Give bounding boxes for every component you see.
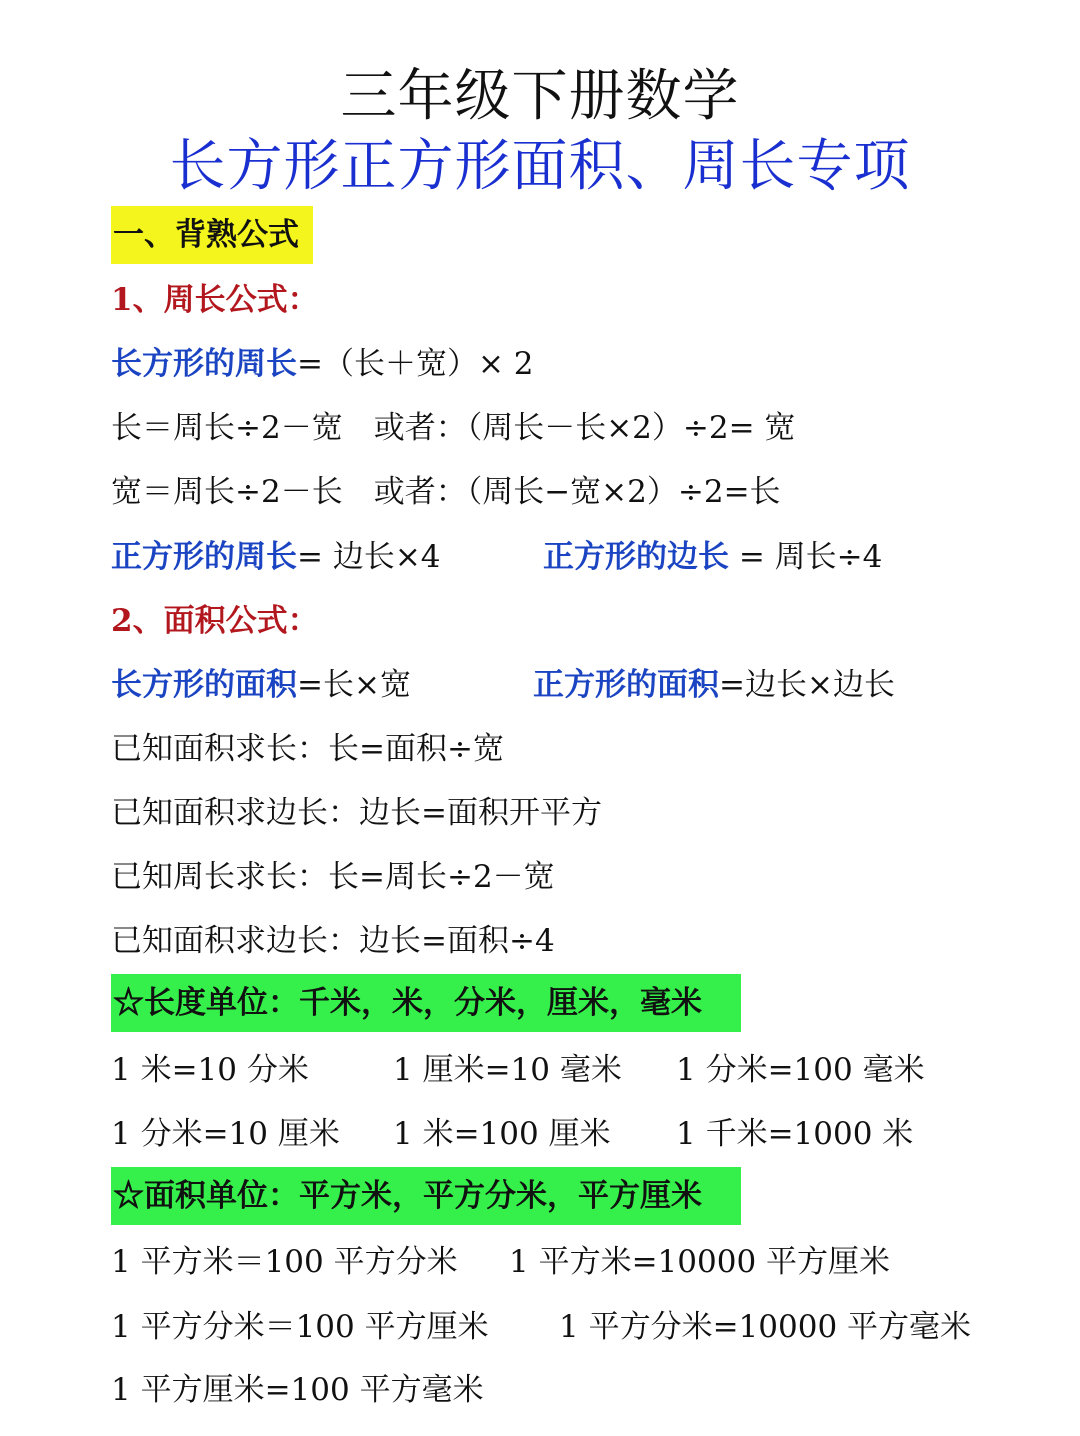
rect-perimeter-formula: =（长＋宽）× 2: [297, 346, 534, 382]
area-known-line-2: 已知面积求边长：边长=面积开平方: [111, 795, 602, 831]
square-area-name: 正方形的面积: [533, 667, 719, 703]
square-side-line: [543, 537, 882, 577]
square-area-line: [533, 665, 895, 705]
length-from-perimeter-line: 长＝周长÷2－宽 或者：（周长－长×2）÷2= 宽: [111, 410, 796, 446]
area-known-line-3: 已知周长求长：长=周长÷2－宽: [111, 859, 555, 895]
square-perimeter-name: 正方形的周长: [111, 539, 297, 575]
area-unit-2: 1 平方米=10000 平方厘米: [509, 1244, 891, 1280]
perimeter-heading: 1、周长公式：: [111, 282, 319, 318]
length-units-heading: ☆长度单位：千米，米，分米，厘米，毫米: [111, 974, 741, 1032]
area-unit-4: 1 平方分米=10000 平方毫米: [559, 1309, 972, 1345]
length-unit-3: 1 分米=100 毫米: [676, 1052, 925, 1088]
area-known-line-1: 已知面积求长：长=面积÷宽: [111, 731, 504, 767]
area-unit-3: 1 平方分米＝100 平方厘米: [111, 1309, 489, 1345]
length-unit-1: 1 米=10 分米: [111, 1052, 309, 1088]
square-perimeter-formula: = 边长×4: [297, 539, 441, 575]
square-area-formula: =边长×边长: [719, 667, 895, 703]
width-from-perimeter-line: 宽＝周长÷2－长 或者：（周长−宽×2）÷2=长: [111, 474, 781, 510]
length-unit-2: 1 厘米=10 毫米: [393, 1052, 622, 1088]
rect-area-line: [111, 665, 411, 705]
area-known-line-4: 已知面积求边长：边长=面积÷4: [111, 923, 555, 959]
section-heading-formulas: 一、背熟公式: [111, 206, 313, 264]
length-unit-6: 1 千米=1000 米: [676, 1116, 914, 1152]
page-subtitle: 长方形正方形面积、周长专项: [169, 134, 911, 199]
area-heading: 2、面积公式：: [111, 603, 319, 639]
page-title: 三年级下册数学: [340, 64, 740, 129]
rect-perimeter-line: [111, 344, 534, 384]
rect-area-formula: =长×宽: [297, 667, 411, 703]
area-unit-1: 1 平方米＝100 平方分米: [111, 1244, 458, 1280]
length-unit-4: 1 分米=10 厘米: [111, 1116, 340, 1152]
rect-area-name: 长方形的面积: [111, 667, 297, 703]
square-side-name: 正方形的边长: [543, 539, 729, 575]
square-perimeter-line: [111, 537, 441, 577]
square-side-formula: = 周长÷4: [729, 539, 883, 575]
rect-perimeter-name: 长方形的周长: [111, 346, 297, 382]
area-units-heading: ☆面积单位：平方米，平方分米，平方厘米: [111, 1167, 741, 1225]
area-unit-5: 1 平方厘米=100 平方毫米: [111, 1372, 484, 1408]
length-unit-5: 1 米=100 厘米: [393, 1116, 611, 1152]
